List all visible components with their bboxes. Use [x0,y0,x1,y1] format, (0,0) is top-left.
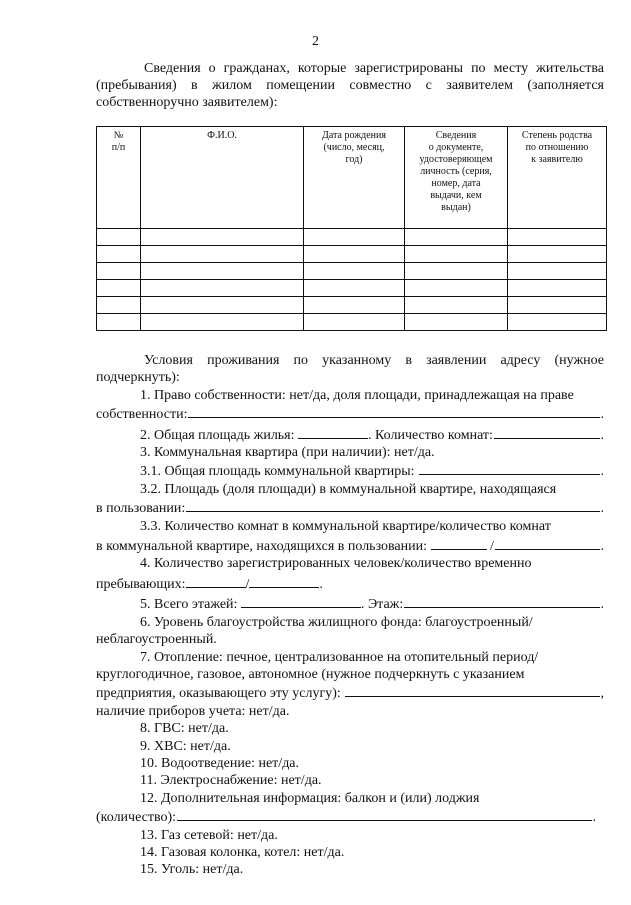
item-14-boiler: 14. Газовая колонка, котел: нет/да. [140,844,345,860]
table-cell[interactable] [97,246,141,263]
table-cell[interactable] [508,229,607,246]
table-cell[interactable] [304,297,405,314]
col-header-relation: Степень родства по отношению к заявителю [508,127,607,229]
balcony-count-blank[interactable] [177,807,591,821]
item-7-heating: 7. Отопление: печное, централизованное на отопительный период/ [140,649,539,665]
item-3-2-share-field: в пользовании: . [96,498,604,517]
table-cell[interactable] [141,229,304,246]
item-6-amenities: 6. Уровень благоустройства жилищного фонда: благоустроенный/ [140,614,533,630]
item-12-additional: 12. Дополнительная информация: балкон и (или) лоджия [140,790,480,806]
item-12-additional-field: (количество): . [96,807,604,826]
table-cell[interactable] [508,263,607,280]
table-cell[interactable] [405,263,508,280]
col-header-id-document: Сведения о документе, удостоверяющем личность (серия, номер, дата выдачи, кем выдан) [405,127,508,229]
table-cell[interactable] [304,314,405,331]
col-header-number: № п/п [97,127,141,229]
item-4-residents-field: пребывающих: / . [96,573,604,593]
table-cell[interactable] [97,263,141,280]
table-cell[interactable] [97,229,141,246]
table-row [97,263,607,280]
item-7-heating-provider: предприятия, оказывающего эту услугу): , [96,683,604,702]
table-cell[interactable] [97,314,141,331]
table-row [97,246,607,263]
floor-blank[interactable] [404,594,599,608]
table-cell[interactable] [508,297,607,314]
item-3-3-rooms-field: в коммунальной квартире, находящихся в пользовании: / . [96,535,604,555]
table-cell[interactable] [304,229,405,246]
item-8-hot-water: 8. ГВС: нет/да. [140,721,229,737]
table-cell[interactable] [405,246,508,263]
table-header-row [97,127,607,229]
table-cell[interactable] [508,314,607,331]
item-2-area: 2. Общая площадь жилья: . Количество комнат: . [96,424,604,444]
rooms-count-blank[interactable] [494,425,600,439]
intro-section [96,60,604,111]
registered-count-blank[interactable] [186,573,246,588]
table-cell[interactable] [304,280,405,297]
table-row [97,229,607,246]
item-7-meters: наличие приборов учета: нет/да. [96,703,290,719]
item-3-2-share: 3.2. Площадь (доля площади) в коммунальной квартире, находящаяся [140,481,557,497]
item-3-1-communal-area: 3.1. Общая площадь коммунальной квартиры: . [96,461,604,480]
item-1-ownership-field[interactable]: собственности: . [96,404,604,423]
table-cell[interactable] [405,229,508,246]
table-cell[interactable] [405,280,508,297]
used-rooms-blank[interactable] [495,536,600,550]
table-row [97,280,607,297]
total-floors-blank[interactable] [241,593,361,608]
total-area-blank[interactable] [298,424,368,439]
table-cell[interactable] [508,246,607,263]
intro-text: Сведения о гражданах, которые зарегистрированы по месту жительства (пребывания) в жилом помещении совместно с заявителем (заполняется собственноручно заявителем): [96,61,604,110]
communal-rooms-blank[interactable] [431,535,487,550]
page-number: 2 [312,34,319,49]
table-cell[interactable] [141,246,304,263]
table-cell[interactable] [97,280,141,297]
conditions-heading: Условия проживания по указанному в заявлении адресу (нужное подчеркнуть): [96,353,604,386]
table-row [97,297,607,314]
table-cell[interactable] [405,314,508,331]
table-cell[interactable] [405,297,508,314]
item-11-electricity: 11. Электроснабжение: нет/да. [140,773,322,789]
col-header-birthdate: Дата рождения (число, месяц, год) [304,127,405,229]
item-13-gas: 13. Газ сетевой: нет/да. [140,827,278,843]
heating-provider-blank[interactable] [345,683,599,697]
table-cell[interactable] [141,280,304,297]
item-6-amenities-cont: неблагоустроенный. [96,632,217,648]
item-5-floors: 5. Всего этажей: . Этаж: . [96,593,604,613]
item-1-ownership: 1. Право собственности: нет/да, доля площади, принадлежащая на праве [140,387,574,403]
item-4-residents: 4. Количество зарегистрированных человек/количество временно [140,556,532,572]
table-cell[interactable] [304,263,405,280]
table-cell[interactable] [141,297,304,314]
temporary-count-blank[interactable] [249,573,319,588]
table-cell[interactable] [97,297,141,314]
ownership-blank[interactable] [188,404,599,418]
table-cell[interactable] [141,263,304,280]
item-9-cold-water: 9. ХВС: нет/да. [140,738,231,754]
item-15-coal: 15. Уголь: нет/да. [140,862,244,878]
share-area-blank[interactable] [186,498,599,512]
table-cell[interactable] [508,280,607,297]
registered-citizens-table [96,126,607,331]
item-10-drainage: 10. Водоотведение: нет/да. [140,755,300,771]
item-3-3-rooms: 3.3. Количество комнат в коммунальной квартире/количество комнат [140,518,551,534]
col-header-name: Ф.И.О. [141,127,304,229]
item-3-communal: 3. Коммунальная квартира (при наличии): нет/да. [140,445,435,461]
table-cell[interactable] [141,314,304,331]
table-row [97,314,607,331]
communal-area-blank[interactable] [419,461,599,475]
living-conditions-section [96,352,604,879]
item-7-heating-cont: круглогодичное, газовое, автономное (нужное подчеркнуть с указанием [96,666,525,682]
table-cell[interactable] [304,246,405,263]
